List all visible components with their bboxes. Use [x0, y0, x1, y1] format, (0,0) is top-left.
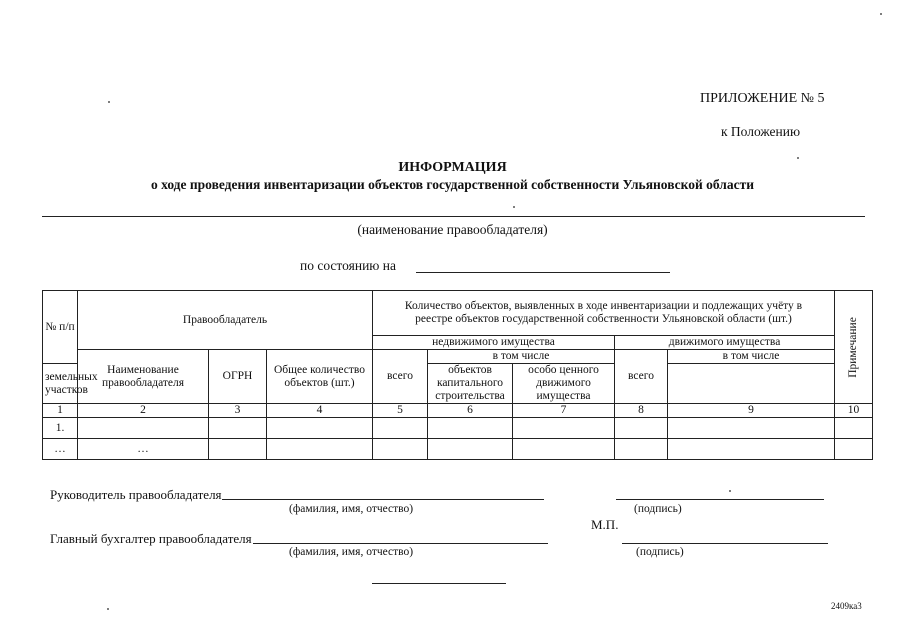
annex-label: ПРИЛОЖЕНИЕ № 5: [700, 91, 825, 106]
head-fio-line: [222, 499, 544, 500]
column-number: 2: [78, 404, 209, 418]
header-holder-name: Наименование правообладателя: [78, 350, 209, 404]
header-including-movable: в том числе: [668, 350, 835, 364]
header-note-label: Примечание: [847, 316, 860, 378]
header-total-movable: всего: [615, 350, 668, 404]
row-holder-name: …: [78, 439, 209, 460]
holder-name-line: [42, 216, 865, 217]
header-total-real: всего: [373, 350, 428, 404]
scan-speck: [880, 13, 882, 15]
scan-speck: [513, 206, 515, 208]
accountant-signature-line: [622, 543, 828, 544]
column-number: 9: [668, 404, 835, 418]
header-capital: объектов капитального строительства: [428, 364, 513, 404]
bottom-line: [372, 583, 506, 584]
document-subtitle: о ходе проведения инвентаризации объектов государственной собственности Ульяновской области: [150, 177, 755, 192]
column-number: 10: [835, 404, 873, 418]
document-title: ИНФОРМАЦИЯ: [398, 160, 507, 175]
scan-speck: [797, 157, 799, 159]
head-sign-caption: (подпись): [634, 503, 682, 515]
header-including-real: в том числе: [428, 350, 615, 364]
accountant-sign-caption: (подпись): [636, 546, 684, 558]
header-holder: Правообладатель: [78, 291, 373, 350]
column-number: 6: [428, 404, 513, 418]
scan-speck: [107, 608, 109, 610]
column-number: 7: [513, 404, 615, 418]
column-number: 5: [373, 404, 428, 418]
header-total-objects: Общее количество объектов (шт.): [267, 350, 373, 404]
footer-code: 2409ка3: [831, 601, 862, 611]
header-real-estate: недвижимого имущества: [373, 336, 615, 350]
row-holder-name: [78, 418, 209, 439]
header-quantity: Количество объектов, выявленных в ходе инвентаризации и подлежащих учёту в реестре объектов государственной собственности Ульяновской области (шт.): [373, 291, 835, 336]
header-valuable: особо ценного движимого имущества: [513, 364, 615, 404]
row-number: …: [43, 439, 78, 460]
header-no: № п/п: [43, 291, 78, 364]
column-number: 8: [615, 404, 668, 418]
annex-to-label: к Положению: [721, 124, 801, 139]
head-label: Руководитель правообладателя: [50, 487, 222, 502]
stamp-label: М.П.: [591, 517, 619, 532]
table-row: [43, 418, 873, 439]
header-note: [835, 291, 873, 404]
row-number: 1.: [43, 418, 78, 439]
head-signature-line: [616, 499, 824, 500]
column-number: 3: [209, 404, 267, 418]
head-fio-caption: (фамилия, имя, отчество): [289, 503, 414, 515]
as-of-date-line: [416, 272, 670, 273]
accountant-fio-line: [253, 543, 548, 544]
inventory-table: [42, 290, 873, 460]
table-row: [43, 439, 873, 460]
column-number: 4: [267, 404, 373, 418]
accountant-fio-caption: (фамилия, имя, отчество): [289, 546, 414, 558]
scan-speck: [108, 101, 110, 103]
accountant-label: Главный бухгалтер правообладателя: [50, 531, 252, 546]
column-number: 1: [43, 404, 78, 418]
header-movable: движимого имущества: [615, 336, 835, 350]
as-of-label: по состоянию на: [300, 258, 396, 273]
scan-speck: [729, 490, 731, 492]
header-land: земельных участков: [43, 364, 78, 404]
holder-name-caption: (наименование правообладателя): [357, 222, 548, 237]
header-ogrn: ОГРН: [209, 350, 267, 404]
